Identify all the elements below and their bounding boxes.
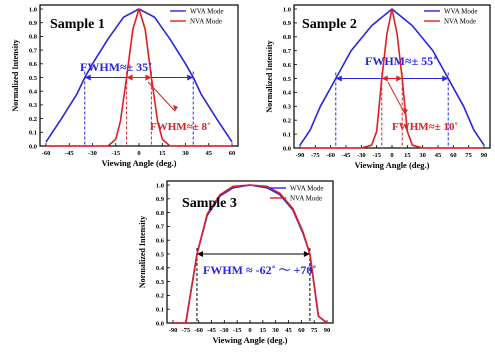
x-tick-label: 60 [450, 152, 457, 159]
x-tick-label: 45 [285, 327, 292, 334]
x-tick-label: 75 [465, 152, 472, 159]
x-tick-label: -45 [64, 150, 74, 157]
fwhm-annotation: FWHM ≈ -62˚ ～ +70˚ [203, 263, 317, 277]
y-tick-label: 1.0 [282, 6, 291, 14]
y-tick-label: 0.8 [282, 34, 291, 42]
x-tick-label: -30 [88, 150, 97, 157]
y-tick-label: 0.2 [28, 115, 37, 123]
y-axis-label: Normalized Intensity [265, 40, 274, 113]
x-tick-label: -15 [111, 150, 121, 157]
y-tick-label: 0.4 [282, 89, 291, 97]
x-tick-label: 75 [310, 327, 318, 334]
x-tick-label: 0 [137, 150, 141, 157]
fwhm-annotation: FWHM≈± 10˚ [392, 121, 459, 133]
legend-label: NVA Mode [444, 17, 476, 26]
legend-label: WVA Mode [444, 7, 478, 16]
y-tick-label: 0.5 [28, 74, 37, 82]
x-tick-label: -75 [181, 327, 191, 334]
y-tick-label: 0.2 [282, 117, 291, 125]
x-tick-label: -30 [219, 327, 229, 334]
y-tick-label: 0.8 [28, 33, 37, 41]
y-tick-label: 0.2 [155, 292, 164, 300]
y-tick-label: 0.5 [282, 75, 291, 83]
x-tick-label: -90 [168, 327, 178, 334]
x-tick-label: 15 [159, 150, 166, 157]
x-tick-label: 60 [298, 327, 305, 334]
x-tick-label: -15 [372, 152, 382, 159]
y-axis-label: Normalized Intensity [11, 39, 20, 112]
x-axis-label: Viewing Angle (deg.) [101, 158, 177, 168]
fwhm-annotation: FWHM≈± 8˚ [150, 121, 211, 133]
y-tick-label: 0.5 [155, 251, 164, 259]
legend-label: WVA Mode [290, 184, 324, 193]
y-tick-label: 0.3 [155, 278, 164, 286]
legend-label: WVA Mode [190, 7, 224, 16]
x-tick-label: -60 [326, 152, 336, 159]
y-tick-label: 0.9 [28, 20, 37, 27]
x-tick-label: -90 [295, 152, 305, 159]
y-tick-label: 0.6 [28, 61, 37, 69]
y-tick-label: 0.7 [282, 48, 291, 55]
panel-label: Sample 2 [302, 17, 357, 32]
x-tick-label: 30 [182, 150, 189, 157]
x-tick-label: -30 [356, 152, 366, 159]
y-tick-label: 0.6 [282, 61, 291, 69]
y-tick-label: 0.0 [28, 143, 37, 151]
panel-2 [265, 5, 490, 170]
y-tick-label: 0.9 [282, 20, 291, 28]
x-tick-label: 30 [272, 327, 279, 334]
y-tick-label: 1.0 [28, 6, 37, 14]
x-tick-label: 0 [390, 152, 394, 159]
fwhm-annotation: FWHM≈± 35˚ [80, 60, 153, 74]
legend-label: NVA Mode [290, 194, 322, 203]
x-tick-label: 30 [419, 152, 426, 159]
y-tick-label: 0.1 [282, 131, 291, 139]
x-tick-label: 60 [228, 150, 236, 157]
y-tick-label: 0.8 [155, 209, 164, 217]
y-tick-label: 0.4 [155, 265, 164, 273]
panel-label: Sample 3 [182, 196, 237, 211]
y-tick-label: 0.1 [28, 129, 37, 137]
y-tick-label: 0.1 [155, 306, 164, 314]
y-tick-label: 0.4 [28, 88, 37, 96]
legend-label: NVA Mode [190, 17, 222, 26]
x-axis-label: Viewing Angle (deg.) [354, 160, 430, 170]
y-tick-label: 0.7 [28, 47, 37, 55]
x-tick-label: 90 [480, 152, 488, 159]
x-tick-label: -60 [194, 327, 204, 334]
x-tick-label: -75 [310, 152, 320, 159]
x-axis-label: Viewing Angle (deg.) [212, 335, 288, 345]
y-tick-label: 0.0 [155, 320, 164, 328]
y-tick-label: 0.3 [282, 103, 291, 111]
panel-3 [138, 181, 333, 345]
panel-1 [11, 5, 238, 168]
x-tick-label: 45 [434, 152, 442, 159]
y-axis-label: Normalized Intensity [138, 215, 147, 289]
x-tick-label: -45 [341, 152, 351, 159]
y-tick-label: 0.9 [155, 196, 164, 204]
x-tick-label: -60 [41, 150, 51, 157]
annotation-pointer [148, 82, 175, 111]
x-tick-label: 15 [404, 152, 411, 159]
y-tick-label: 0.6 [155, 237, 164, 245]
y-tick-label: 1.0 [155, 182, 164, 190]
x-tick-label: 0 [248, 327, 252, 334]
x-tick-label: -15 [232, 327, 242, 334]
y-tick-label: 0.3 [28, 102, 37, 110]
x-tick-label: 45 [205, 150, 212, 157]
x-tick-label: 90 [323, 327, 331, 334]
x-tick-label: -45 [207, 327, 216, 334]
y-tick-label: 0.7 [155, 223, 164, 231]
panel-label: Sample 1 [50, 17, 105, 32]
x-tick-label: 15 [259, 327, 267, 334]
fwhm-annotation: FWHM≈± 55˚ [365, 54, 438, 68]
y-tick-label: 0.0 [282, 145, 291, 153]
